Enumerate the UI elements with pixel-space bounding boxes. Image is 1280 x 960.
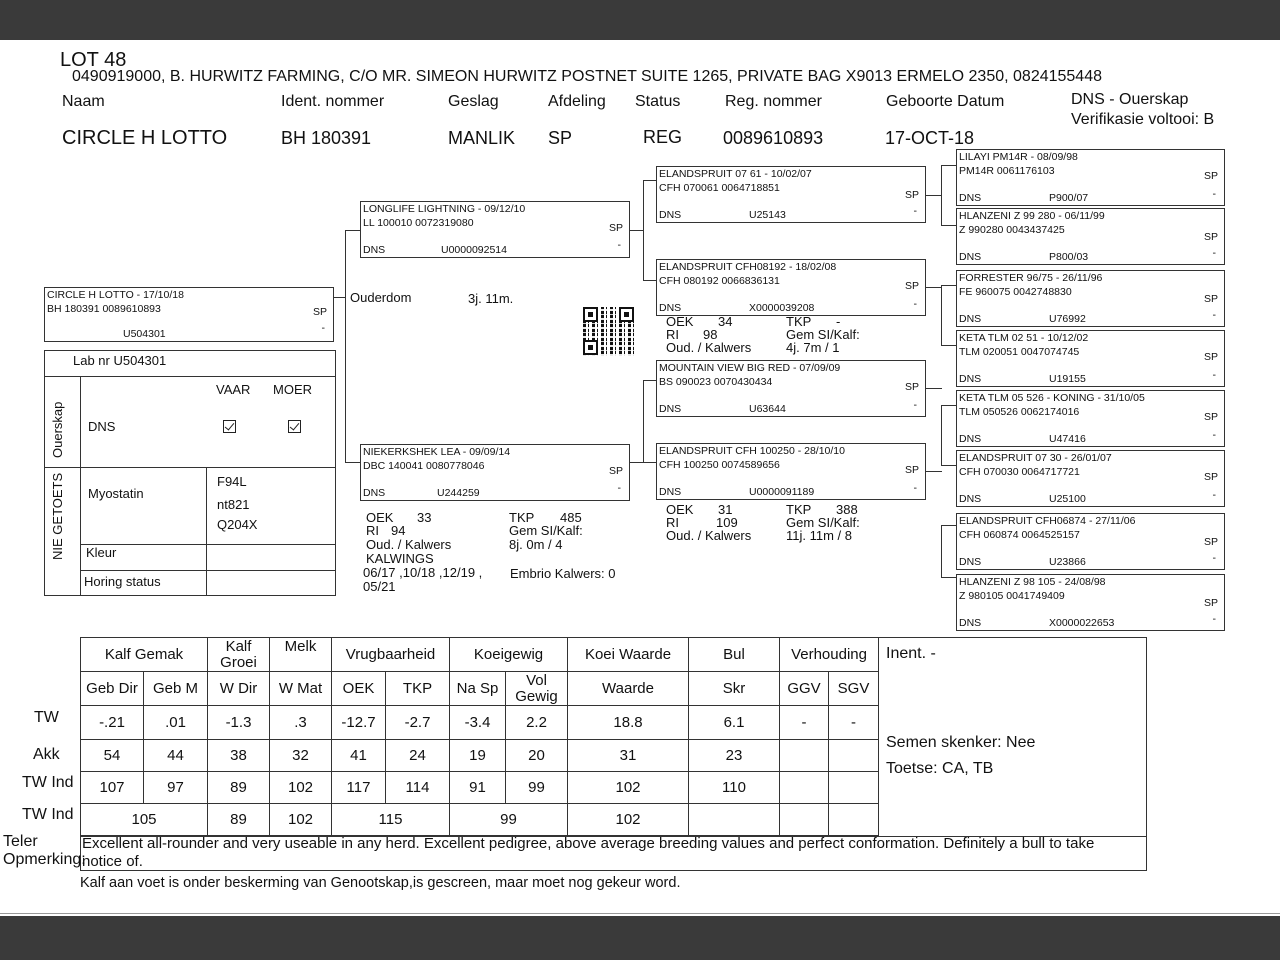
akk-cell: 19 [450, 740, 506, 772]
connector [630, 230, 643, 231]
pedigree-ggp-box [956, 513, 1225, 570]
ggp-reg: U23866 [1049, 556, 1086, 568]
gp-sp: SP [904, 464, 919, 476]
connector [941, 405, 942, 465]
tw-cell: 6.1 [689, 706, 780, 740]
akk-cell: 38 [208, 740, 270, 772]
gp-reg: X0000039208 [749, 302, 815, 314]
nie-getoets-vertical-label: NIE GETOETS [50, 472, 65, 560]
gp2-oek-value: 34 [718, 314, 733, 329]
gp-title: ELANDSPRUIT CFH 100250 - 28/10/10 [659, 445, 845, 457]
connector [643, 180, 657, 181]
ggp-sp: SP [1203, 597, 1218, 609]
ggp-dns: DNS [959, 251, 982, 263]
ggp-sp: SP [1203, 351, 1218, 363]
connector [941, 525, 956, 526]
ggp-reg: P800/03 [1049, 251, 1089, 263]
ggp-sp: SP [1203, 170, 1218, 182]
ggp-dns: DNS [959, 433, 982, 445]
dam-embrio: Embrio Kalwers: 0 [510, 566, 616, 581]
header-afdeling: Afdeling [548, 93, 606, 110]
ouerskap-vertical-label: Ouerskap [50, 401, 65, 458]
akk-cell: 32 [270, 740, 332, 772]
connector [941, 405, 956, 406]
ggp-sp: SP [1203, 293, 1218, 305]
divider [80, 570, 336, 571]
akk-cell: 31 [568, 740, 689, 772]
ggp-title: KETA TLM 02 51 - 10/12/02 [959, 332, 1089, 344]
akk-cell [780, 740, 829, 772]
ggp-dash: - [1212, 552, 1216, 564]
row-label-tw: TW [34, 709, 59, 726]
divider [44, 467, 336, 468]
bottom-dark-bar [0, 916, 1280, 960]
group-kalf-groei-text: Kalf Groei [220, 637, 257, 671]
gp2-oud-label: Oud. / Kalwers [666, 340, 752, 355]
toetse-text: Toetse: CA, TB [886, 760, 994, 777]
ggp-sp: SP [1203, 411, 1218, 423]
ggp-dns: DNS [959, 313, 982, 325]
ggp-dns: DNS [959, 617, 982, 629]
pedigree-gp-box [656, 259, 926, 316]
dam-reg: U244259 [437, 487, 480, 499]
header-geslag: Geslag [448, 93, 499, 110]
group-vrugbaarheid: Vrugbaarheid [332, 638, 450, 672]
ggp-ident: CFH 070030 0064717721 [959, 466, 1080, 478]
animal-status: REG [643, 127, 683, 147]
ggp-dns: DNS [959, 493, 982, 505]
gp-dash: - [913, 482, 917, 494]
connector [630, 462, 643, 463]
col-w-mat: W Mat [270, 672, 332, 706]
twind-cell: 102 [568, 772, 689, 804]
myostatin-label: Myostatin [88, 486, 144, 501]
pedigree-dam-box [360, 444, 630, 501]
twind2-cell: 89 [208, 804, 270, 836]
animal-afdeling: SP [548, 128, 573, 148]
ggp-dash: - [1212, 188, 1216, 200]
gp-sp: SP [904, 189, 919, 201]
ggp-ident: Z 980105 0041749409 [959, 590, 1065, 602]
twind-cell: 110 [689, 772, 780, 804]
col-geb-m: Geb M [144, 672, 208, 706]
pedigree-ggp-box [956, 208, 1225, 265]
dam-ident: DBC 140041 0080778046 [363, 460, 485, 472]
col-oek: OEK [332, 672, 386, 706]
ggp-title: HLANZENI Z 99 280 - 06/11/99 [959, 210, 1105, 222]
gp-ident: CFH 070061 0064718851 [659, 182, 780, 194]
pedigree-ggp-box [956, 574, 1225, 631]
gp-dash: - [913, 205, 917, 217]
self-ident: BH 180391 0089610893 [47, 303, 161, 315]
header-naam: Naam [62, 93, 105, 110]
dam-oud-label: Oud. / Kalwers [366, 537, 452, 552]
gp4-tkp-label: TKP [786, 502, 812, 517]
connector [941, 345, 956, 346]
col-vol-gewig-text: Vol Gewig [515, 671, 558, 705]
dam-kalwings-label: KALWINGS [366, 551, 434, 566]
tw-cell: .01 [144, 706, 208, 740]
myostatin-nt821: nt821 [217, 497, 250, 512]
dam-dns: DNS [363, 487, 386, 499]
col-na-sp: Na Sp [450, 672, 506, 706]
ggp-title: KETA TLM 05 526 - KONING - 31/10/05 [959, 392, 1145, 404]
gp-dns: DNS [659, 403, 682, 415]
dam-dash: - [617, 482, 621, 494]
connector [926, 287, 942, 288]
ggp-reg: P900/07 [1049, 192, 1089, 204]
animal-ident: BH 180391 [281, 128, 372, 148]
moer-header: MOER [273, 382, 312, 397]
group-melk: Melk [270, 638, 332, 672]
ggp-dash: - [1212, 613, 1216, 625]
group-kalf-groei [208, 638, 270, 672]
divider [44, 376, 336, 377]
twind-cell: 97 [144, 772, 208, 804]
gp-title: ELANDSPRUIT CFH08192 - 18/02/08 [659, 261, 837, 273]
twind2-cell [829, 804, 879, 836]
gp-ident: CFH 080192 0066836131 [659, 275, 780, 287]
gp-dns: DNS [659, 209, 682, 221]
ggp-dns: DNS [959, 192, 982, 204]
header-status: Status [635, 93, 681, 110]
myostatin-q204x: Q204X [217, 517, 258, 532]
twind-cell: 91 [450, 772, 506, 804]
connector [941, 165, 956, 166]
connector [941, 465, 956, 466]
animal-reg: 0089610893 [723, 128, 824, 148]
connector [926, 471, 942, 472]
dam-tkp-value: 485 [560, 510, 582, 525]
twind-cell: 89 [208, 772, 270, 804]
connector [643, 380, 657, 381]
tw-cell: -.21 [81, 706, 144, 740]
divider [80, 376, 81, 596]
opmerking-label: Opmerking: [3, 851, 86, 868]
ggp-ident: FE 960075 0042748830 [959, 286, 1072, 298]
dam-oud-value: 8j. 0m / 4 [509, 537, 563, 552]
horing-label: Horing status [84, 574, 161, 589]
gp-sp: SP [904, 280, 919, 292]
connector [643, 180, 644, 280]
ggp-reg: U25100 [1049, 493, 1086, 505]
ggp-dns: DNS [959, 373, 982, 385]
gp2-ri-value: 98 [703, 327, 718, 342]
gp2-oud-value: 4j. 7m / 1 [786, 340, 840, 355]
gp-reg: U0000091189 [749, 486, 815, 498]
akk-cell: 54 [81, 740, 144, 772]
ggp-title: ELANDSPRUIT 07 30 - 26/01/07 [959, 452, 1112, 464]
dam-gem-label: Gem SI/Kalf: [509, 523, 583, 538]
pedigree-ggp-box [956, 149, 1225, 206]
ggp-reg: U19155 [1049, 373, 1086, 385]
sire-sp: SP [608, 222, 623, 234]
dns-label: DNS [88, 419, 116, 434]
gp4-gem-label: Gem SI/Kalf: [786, 515, 860, 530]
kleur-label: Kleur [86, 545, 117, 560]
connector [941, 225, 956, 226]
dam-ri-label: RI [366, 523, 379, 538]
self-reg: U504301 [123, 328, 166, 340]
connector [941, 285, 942, 345]
animal-geboorte: 17-OCT-18 [885, 128, 975, 148]
twind-cell: 117 [332, 772, 386, 804]
group-bul: Bul [689, 638, 780, 672]
ggp-title: ELANDSPRUIT CFH06874 - 27/11/06 [959, 515, 1136, 527]
ggp-title: LILAYI PM14R - 08/09/98 [959, 151, 1078, 163]
pedigree-self-box [44, 287, 334, 342]
twind2-cell: 99 [450, 804, 568, 836]
pedigree-sire-box [360, 201, 630, 258]
group-koeigewig: Koeigewig [450, 638, 568, 672]
tw-cell: -2.7 [386, 706, 450, 740]
lot-number: LOT 48 [60, 49, 127, 71]
gp-dns: DNS [659, 486, 682, 498]
connector [345, 230, 361, 231]
ggp-ident: Z 990280 0043437425 [959, 224, 1065, 236]
tw-cell: 18.8 [568, 706, 689, 740]
sire-reg: U0000092514 [441, 244, 507, 256]
gp2-ri-label: RI [666, 327, 679, 342]
tw-cell: -1.3 [208, 706, 270, 740]
animal-geslag: MANLIK [448, 128, 516, 148]
sire-dash: - [617, 239, 621, 251]
col-sgv: SGV [829, 672, 879, 706]
twind-cell: 107 [81, 772, 144, 804]
gp-dash: - [913, 399, 917, 411]
tw-cell: -12.7 [332, 706, 386, 740]
pedigree-gp-box [656, 166, 926, 223]
col-waarde: Waarde [568, 672, 689, 706]
header-ident: Ident. nommer [281, 93, 385, 110]
twind2-cell [689, 804, 780, 836]
sire-ident: LL 100010 0072319080 [363, 217, 474, 229]
akk-cell: 44 [144, 740, 208, 772]
sire-dns: DNS [363, 244, 386, 256]
pedigree-gp-box [656, 360, 926, 417]
connector [926, 388, 942, 389]
ggp-title: FORRESTER 96/75 - 26/11/96 [959, 272, 1103, 284]
gp-reg: U25143 [749, 209, 786, 221]
ouderdom-label: Ouderdom [350, 290, 412, 305]
ggp-dash: - [1212, 309, 1216, 321]
gp-dns: DNS [659, 302, 682, 314]
ggp-reg: U76992 [1049, 313, 1086, 325]
lab-number: Lab nr U504301 [73, 353, 167, 368]
tw-cell: - [829, 706, 879, 740]
gp-sp: SP [904, 381, 919, 393]
twind2-cell: 105 [81, 804, 208, 836]
gp4-tkp-value: 388 [836, 502, 858, 517]
seller-line: 0490919000, B. HURWITZ FARMING, C/O MR. SIMEON HURWITZ POSTNET SUITE 1265, PRIVATE BAG X9013 ERMELO 2350, 0824155448 [72, 68, 1102, 85]
col-w-dir: W Dir [208, 672, 270, 706]
gp-reg: U63644 [749, 403, 786, 415]
twind2-cell: 102 [568, 804, 689, 836]
tw-cell: - [780, 706, 829, 740]
gp-dash: - [913, 298, 917, 310]
connector [941, 165, 942, 225]
twind-cell [829, 772, 879, 804]
akk-cell: 20 [506, 740, 568, 772]
dam-kalwings-dates-2: 05/21 [363, 579, 396, 594]
gp4-oud-value: 11j. 11m / 8 [786, 528, 852, 543]
tw-cell: .3 [270, 706, 332, 740]
divider [206, 467, 207, 596]
connector [643, 280, 657, 281]
connector [345, 230, 346, 462]
ggp-ident: CFH 060874 0064525157 [959, 529, 1080, 541]
ggp-dash: - [1212, 369, 1216, 381]
twind2-cell [780, 804, 829, 836]
connector [643, 462, 657, 463]
twind-cell: 99 [506, 772, 568, 804]
ggp-ident: TLM 050526 0062174016 [959, 406, 1080, 418]
dam-oek-value: 33 [417, 510, 432, 525]
dam-oek-label: OEK [366, 510, 394, 525]
col-skr: Skr [689, 672, 780, 706]
divider [80, 544, 336, 545]
dam-ri-value: 94 [391, 523, 406, 538]
gp-title: MOUNTAIN VIEW BIG RED - 07/09/09 [659, 362, 841, 374]
self-title: CIRCLE H LOTTO - 17/10/18 [47, 289, 184, 301]
pedigree-ggp-box [956, 330, 1225, 387]
gp4-ri-label: RI [666, 515, 679, 530]
qr-finder-icon [583, 340, 598, 355]
twind-cell: 114 [386, 772, 450, 804]
header-dns: DNS - Ouerskap [1071, 91, 1189, 108]
ggp-sp: SP [1203, 536, 1218, 548]
pedigree-ggp-box [956, 450, 1225, 507]
ggp-ident: TLM 020051 0047074745 [959, 346, 1080, 358]
qr-finder-icon [583, 307, 598, 322]
group-kalf-gemak: Kalf Gemak [81, 638, 208, 672]
gp2-gem-label: Gem SI/Kalf: [786, 327, 860, 342]
akk-cell: 24 [386, 740, 450, 772]
self-sp: SP [312, 306, 327, 318]
dam-title: NIEKERKSHEK LEA - 09/09/14 [363, 446, 511, 458]
ggp-dash: - [1212, 489, 1216, 501]
ebv-table [80, 637, 879, 836]
teler-comment: Excellent all-rounder and very useable in any herd. Excellent pedigree, above average breeding values and perfect conformation. Definitely a bull to take notice of. [82, 835, 1095, 870]
col-ggv: GGV [780, 672, 829, 706]
row-label-twind-2: TW Ind [22, 806, 74, 823]
ggp-ident: PM14R 0061176103 [959, 165, 1055, 177]
vaar-header: VAAR [216, 382, 251, 397]
teler-label: Teler [3, 833, 38, 850]
sire-title: LONGLIFE LIGHTNING - 09/12/10 [363, 203, 526, 215]
ggp-dns: DNS [959, 556, 982, 568]
akk-cell [829, 740, 879, 772]
gp2-tkp-value: - [836, 314, 841, 329]
vaar-checkbox-icon [223, 420, 236, 433]
connector [643, 380, 644, 463]
tw-cell: 2.2 [506, 706, 568, 740]
pedigree-ggp-box [956, 270, 1225, 327]
akk-cell: 41 [332, 740, 386, 772]
pedigree-ggp-box [956, 390, 1225, 447]
gp2-tkp-label: TKP [786, 314, 812, 329]
header-verifikasie: Verifikasie voltooi: B [1071, 111, 1215, 128]
connector [345, 462, 361, 463]
moer-checkbox-icon [288, 420, 301, 433]
connector [941, 525, 942, 577]
group-verhouding: Verhouding [780, 638, 879, 672]
ggp-reg: U47416 [1049, 433, 1086, 445]
gp2-oek-label: OEK [666, 314, 694, 329]
pedigree-gp-box [656, 443, 926, 500]
twind2-cell: 102 [270, 804, 332, 836]
self-dash: - [321, 322, 325, 334]
qr-finder-icon [619, 307, 634, 322]
header-reg: Reg. nommer [725, 93, 822, 110]
twind2-cell: 115 [332, 804, 450, 836]
semen-skenker-text: Semen skenker: Nee [886, 734, 1036, 751]
twind-cell [780, 772, 829, 804]
myostatin-f94l: F94L [217, 474, 247, 489]
ggp-reg: X0000022653 [1049, 617, 1115, 629]
ouderdom-value: 3j. 11m. [468, 291, 514, 306]
animal-naam: CIRCLE H LOTTO [62, 127, 228, 149]
dam-sp: SP [608, 465, 623, 477]
ggp-dash: - [1212, 429, 1216, 441]
tw-cell: -3.4 [450, 706, 506, 740]
ggp-dash: - [1212, 247, 1216, 259]
gp-title: ELANDSPRUIT 07 61 - 10/02/07 [659, 168, 812, 180]
ggp-sp: SP [1203, 231, 1218, 243]
gp-ident: BS 090023 0070430434 [659, 376, 773, 388]
ggp-title: HLANZENI Z 98 105 - 24/08/98 [959, 576, 1106, 588]
bottom-rule [0, 913, 1280, 914]
group-koei-waarde: Koei Waarde [568, 638, 689, 672]
gp4-oek-label: OEK [666, 502, 694, 517]
dam-tkp-label: TKP [509, 510, 535, 525]
gp4-oek-value: 31 [718, 502, 733, 517]
col-tkp: TKP [386, 672, 450, 706]
dam-kalwings-dates: 06/17 ,10/18 ,12/19 , [363, 565, 483, 580]
footnote: Kalf aan voet is onder beskerming van Genootskap,is gescreen, maar moet nog gekeur word. [80, 875, 681, 891]
gp-ident: CFH 100250 0074589656 [659, 459, 780, 471]
twind-cell: 102 [270, 772, 332, 804]
connector [941, 577, 956, 578]
gp4-oud-label: Oud. / Kalwers [666, 528, 752, 543]
header-geboorte: Geboorte Datum [886, 93, 1005, 110]
connector [926, 195, 942, 196]
gp4-ri-value: 109 [716, 515, 738, 530]
ggp-sp: SP [1203, 471, 1218, 483]
connector [941, 285, 956, 286]
akk-cell: 23 [689, 740, 780, 772]
col-vol-gewig [506, 672, 568, 706]
col-geb-dir: Geb Dir [81, 672, 144, 706]
inent-text: Inent. - [886, 645, 936, 662]
row-label-akk: Akk [33, 746, 60, 763]
row-label-twind: TW Ind [22, 774, 74, 791]
top-dark-bar [0, 0, 1280, 40]
